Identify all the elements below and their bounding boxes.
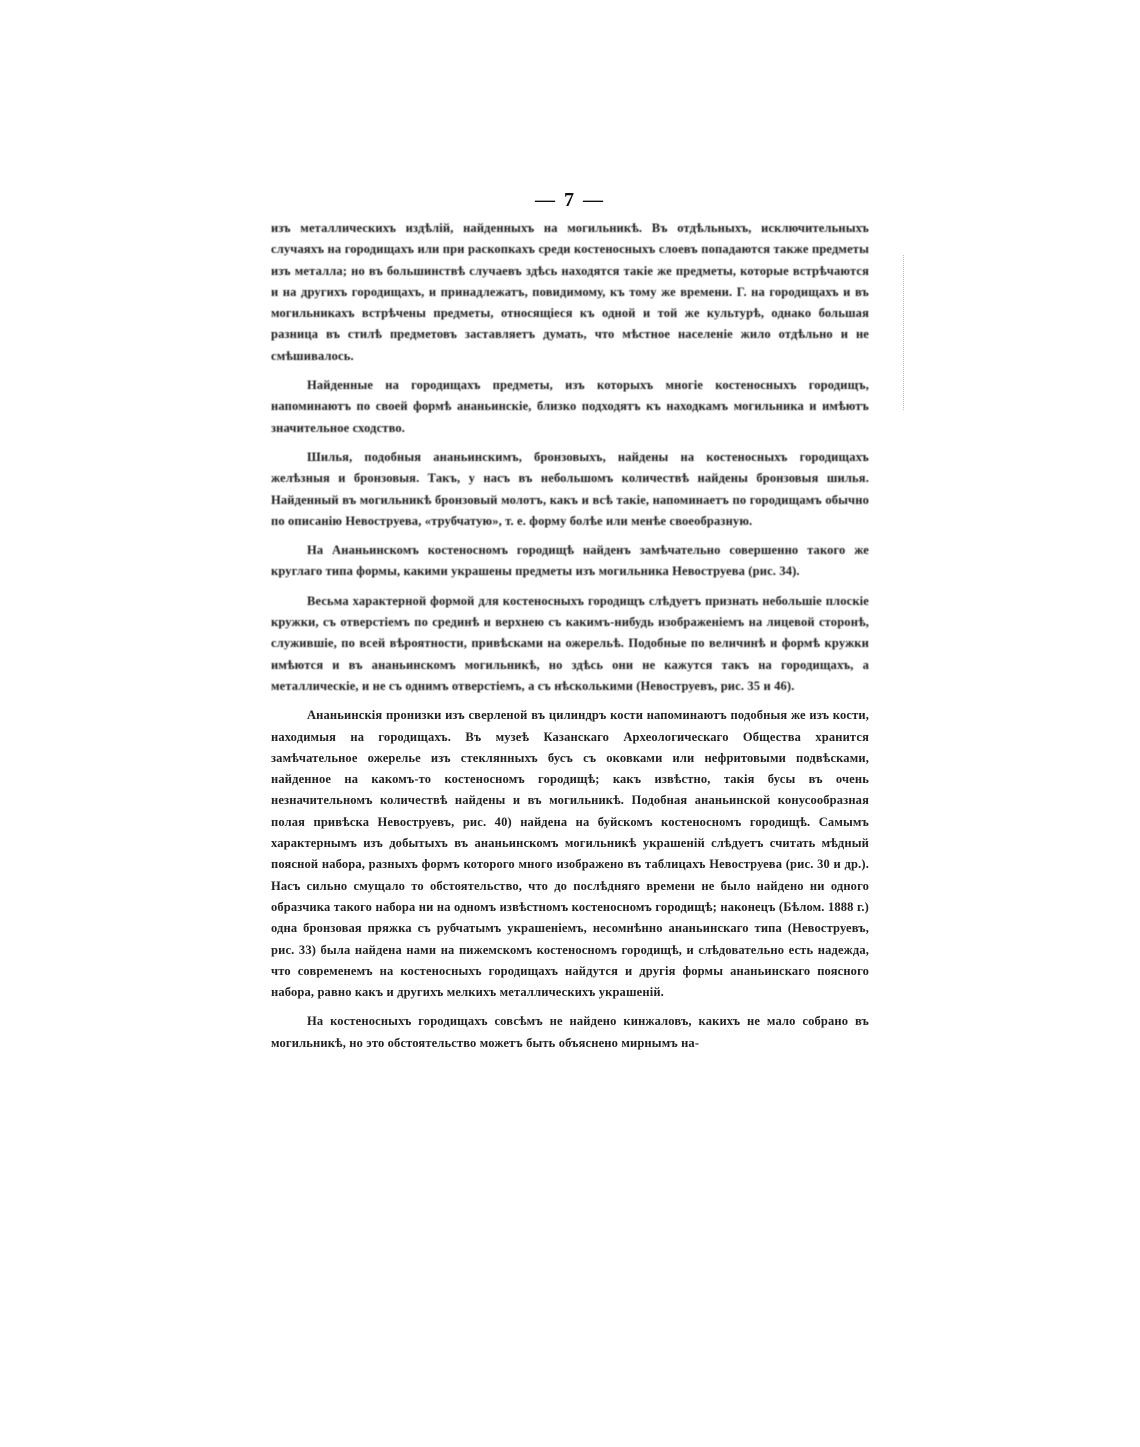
margin-mark: [903, 255, 905, 410]
paragraph-6: Ананьинскія пронизки изъ сверленой въ цилиндръ кости напоминаютъ подобныя же изъ кости, находимыя на городищахъ. Въ музеѣ Казанскаго Археологическаго Общества хранится замѣчательное ожерелье изъ стеклянныхъ бусъ съ оковками или нефритовыми подвѣсками, найденное на какомъ-то костеносномъ городищѣ; какъ извѣстно, такія бусы въ очень незначительномъ количествѣ найдены и въ могильникѣ. Подобная ананьинской конусообразная полая привѣска Невоструевъ, рис. 40) найдена на буйскомъ костеносномъ городищѣ. Самымъ характернымъ изъ добытыхъ въ ананьинскомъ могильникѣ украшеній слѣдуетъ считать мѣдный поясной набора, разныхъ формъ которого много изображено въ таблицахъ Невоструева (рис. 30 и др.). Насъ сильно смущало то обстоятельство, что до послѣдняго времени не было найдено ни одного образчика такого набора ни на одномъ извѣстномъ костеносномъ городищѣ; наконецъ (Бѣлом. 1888 г.) одна бронзовая пряжка съ рубчатымъ украшеніемъ, несомнѣнно ананьинскаго типа (Невоструевъ, рис. 33) была найдена нами на пижемскомъ костеносномъ городищѣ, и слѣдовательно есть надежда, что современемъ на костеносныхъ городищахъ найдутся и другія формы ананьинскаго поясного набора, равно какъ и другихъ мелкихъ металлическихъ украшеній.: [271, 708, 869, 1000]
paragraph-7: На костеносныхъ городищахъ совсѣмъ не найдено кинжаловъ, какихъ не мало собрано въ могильникѣ, но это обстоятельство можетъ быть объяснено мирнымъ на-: [271, 1014, 869, 1050]
paragraph-2: Найденные на городищахъ предметы, изъ которыхъ многіе костеносныхъ городищъ, напоминаютъ по своей формѣ ананьинскіе, близко подходятъ къ находкамъ могильника и имѣютъ значительное сходство.: [271, 378, 869, 435]
paragraph-4: На Ананьинскомъ костеносномъ городищѣ найденъ замѣчательно совершенно такого же круглаго типа формы, какими украшены предметы изъ могильника Невоструева (рис. 34).: [271, 543, 869, 579]
paragraph-1: изъ металлическихъ издѣлій, найденныхъ на могильникѣ. Въ отдѣльныхъ, исключительныхъ случаяхъ на городищахъ или при раскопкахъ среди костеносныхъ слоевъ попадаются также предметы изъ металла; но въ большинствѣ случаевъ здѣсь находятся такіе же предметы, которые встрѣчаются и на другихъ городищахъ, и принадлежатъ, повидимому, къ тому же времени. Г. на городищахъ и въ могильникахъ встрѣчены предметы, относящіеся къ одной и той же культурѣ, однако большая разница въ стилѣ предметовъ заставляетъ думать, что мѣстное населеніе жило отдѣльно и не смѣшивалось.: [271, 221, 869, 363]
page-number: — 7 —: [535, 189, 605, 211]
paragraph-5: Весьма характерной формой для костеносныхъ городищъ слѣдуетъ признать небольшіе плоскіе кружки, съ отверстіемъ по срединѣ и верхнею съ какимъ-нибудь изображеніемъ на лицевой сторонѣ, служившіе, по всей вѣроятности, привѣсками на ожерельѣ. Подобные по величинѣ и формѣ кружки имѣются и въ ананьинскомъ могильникѣ, но здѣсь они не кажутся такъ на городищахъ, а металлическіе, и не съ однимъ отверстіемъ, а съ нѣсколькими (Невоструевъ, рис. 35 и 46).: [271, 593, 869, 693]
paragraph-3: Шилья, подобныя ананьинскимъ, бронзовыхъ, найдены на костеносныхъ городищахъ желѣзныя и бронзовыя. Такъ, у насъ въ небольшомъ количествѣ найдены бронзовыя шилья. Найденный въ могильникѣ бронзовый молотъ, какъ и всѣ такіе, напоминаетъ по городищамъ обычно по описанію Невоструева, «трубчатую», т. е. форму болѣе или менѣе своеобразную.: [271, 449, 869, 528]
text-column: [271, 218, 869, 1062]
